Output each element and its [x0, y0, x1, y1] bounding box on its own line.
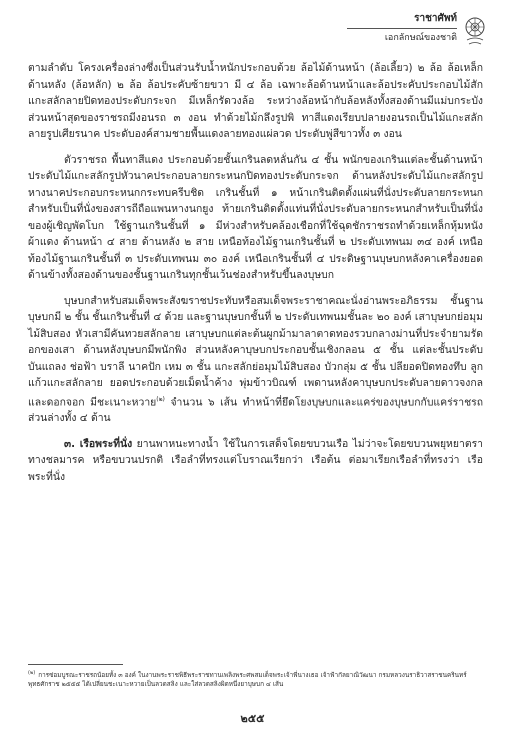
paragraph-3	[28, 293, 483, 427]
section-text: ยานพาหนะทางน้ำ ใช้ในการเสด็จโดยขบวนเรือ ไม่ว่าจะโดยขบวนพยุหยาตราทางชลมารค หรือขบวนปรกติ เรือลำที่ทรงแต่โบราณเรียกว่า เรือต้น ต่อมาเรียกเรือลำที่ทรงว่า เรือพระที่นั่ง	[28, 437, 483, 483]
page-number: ๒๕๕	[240, 712, 265, 725]
footnote-text: การซ่อมบูรณะราชรถน้อยทั้ง ๓ องค์ ในงานพระราชพิธีพระราชทานเพลิงพระศพสมเด็จพระเจ้าพี่นางเธอ เจ้าฟ้ากัลยาณิวัฒนา กรมหลวงนราธิวาสราชนครินทร์ พุทธศักราช ๒๕๕๕ ได้เปลี่ยนชะเนาะหวายเป็นลวดสลิง และใส่ลวดสลิงผิดหนึ่งยาบุษบก ๔ เส้น	[28, 671, 467, 689]
header-subtitle: เอกลักษณ์ของชาติ	[384, 33, 457, 43]
header-text	[347, 12, 457, 45]
footnote-marker: (๒)	[156, 395, 165, 403]
paragraph-2: ตัวราชรถ พื้นทาสีแดง ประกอบด้วยชั้นเกรินลดหลั่นกัน ๔ ชั้น พนักของเกรินแต่ละชั้นด้านหน้าประดับไม้แกะสลักรูปหัวนาคประกอบลายกระหนกปิดทองประดับกระจก ด้านหลังประดับไม้แกะสลักรูปหางนาคประกอบกระหนกกระทบครีบชิด เกรินชั้นที่ ๑ หน้าเกรินติดตั้งแผ่นที่นั่งประดับลายกระหนกสำหรับเป็นที่นั่งของสารถีถือแพนหางนกยูง ท้ายเกรินติดตั้งแท่นที่นั่งประดับลายกระหนกสำหรับเป็นที่นั่งของผู้เชิญพัดโบก ใช้ฐานเกรินชั้นที่ ๑ มีห่วงสำหรับคล้องเชือกที่ใช้ฉุดชักราชรถทำด้วยเหล็กหุ้มหนังผ้าแดง ด้านหน้า ๔ สาย ด้านหลัง ๒ สาย เหนือท้องไม้ฐานเกรินชั้นที่ ๒ ประดับเทพนม ๓๔ องค์ เหนือท้องไม้ฐานเกรินชั้นที่ ๓ ประดับเทพนม ๓๐ องค์ เหนือเกรินชั้นที่ ๔ ประดิษฐานบุษบกหลังคาเครื่องยอด ด้านข้างทั้งสองด้านของชั้นฐานเกรินทุกชั้นเว้นช่องสำหรับขึ้นลงบุษบก	[28, 153, 483, 281]
emblem-icon	[461, 14, 489, 48]
footnote-number: (๒)	[28, 670, 36, 676]
header-title: ราชาศัพท์	[347, 12, 457, 29]
paragraph-3-text: บุษบกสำหรับสมเด็จพระสังฆราชประทับหรือสมเด็จพระราชาคณะนั่งอ่านพระอภิธรรม ชั้นฐานบุษบกมี ๒ ชั้น ชั้นเกรินชั้นที่ ๔ ด้วย และฐานบุษบกชั้นที่ ๒ ประดับเทพนมชั้นละ ๒๐ องค์ เสาบุษบกย่อมุมไม้สิบสอง หัวเสามีคันทวยสลักลาย เสาบุษบกแต่ละต้นผูกม้ามาลาตาดทองรวบกลางม่านที่ประจำยามรัดอกของเสา ด้านหลังบุษบกมีพนักพิง ส่วนหลังคาบุษบกประกอบชั้นเชิงกลอน ๕ ชั้น แต่ละชั้นประดับบันแถลง ช่อฟ้า บราลี นาคปัก เหม ๓ ชั้น แกะสลักย่อมุมไม้สิบสอง บัวกลุ่ม ๕ ชั้น ปลียอดปิดทองทึบ ลูกแก้วแกะสลักลาย ยอดประกอบด้วยเม็ดน้ำค้าง พุ่มข้าวบิณฑ์ เพดานหลังคาบุษบกประดับลายดาวจงกลและดอกจอก มีชะเนาะหวาย	[28, 294, 483, 408]
main-content	[28, 60, 483, 485]
footnote	[28, 669, 483, 689]
page-header	[339, 12, 489, 54]
footnote-divider	[28, 664, 123, 665]
paragraph-1: ตามลำดับ โครงเครื่องล่างซึ่งเป็นส่วนรับน้ำหนักประกอบด้วย ล้อไม้ด้านหน้า (ล้อเลี้ยว) ๒ ล้อ ล้อเหล็กด้านหลัง (ล้อหลัก) ๒ ล้อ ล้อประคับซ้ายขวา มี ๔ ล้อ เฉพาะล้อด้านหน้าและล้อประคับประกอบไม้สักแกะสลักลายปิดทองประดับกระจก มีเหล็กรัดวงล้อ ระหว่างล้อหน้ากับล้อหลังทั้งสองด้านมีแม่บกระบัง ส่วนหน้าสุดของราชรถมีงอนรถ ๓ งอน ทำด้วยไม้กลึงรูปพิ ทาสีแดงเรียบปลายงอนรถเป็นไม้แกะสลักลายรูปเศียรนาค ประดับองค์สามชายพื้นแดงลายทองแผ่ลวด ประดับพู่สีขาวทั้ง ๓ งอน	[28, 62, 483, 140]
section-title: ๓. เรือพระที่นั่ง	[64, 437, 133, 450]
paragraph-3-continued: จำนวน ๖ เส้น ทำหน้าที่ยึดโยงบุษบกและแคร่ของบุษบกกับแคร่ราชรถส่วนล่างทั้ง ๔ ด้าน	[28, 395, 483, 425]
section-paragraph	[28, 436, 483, 486]
